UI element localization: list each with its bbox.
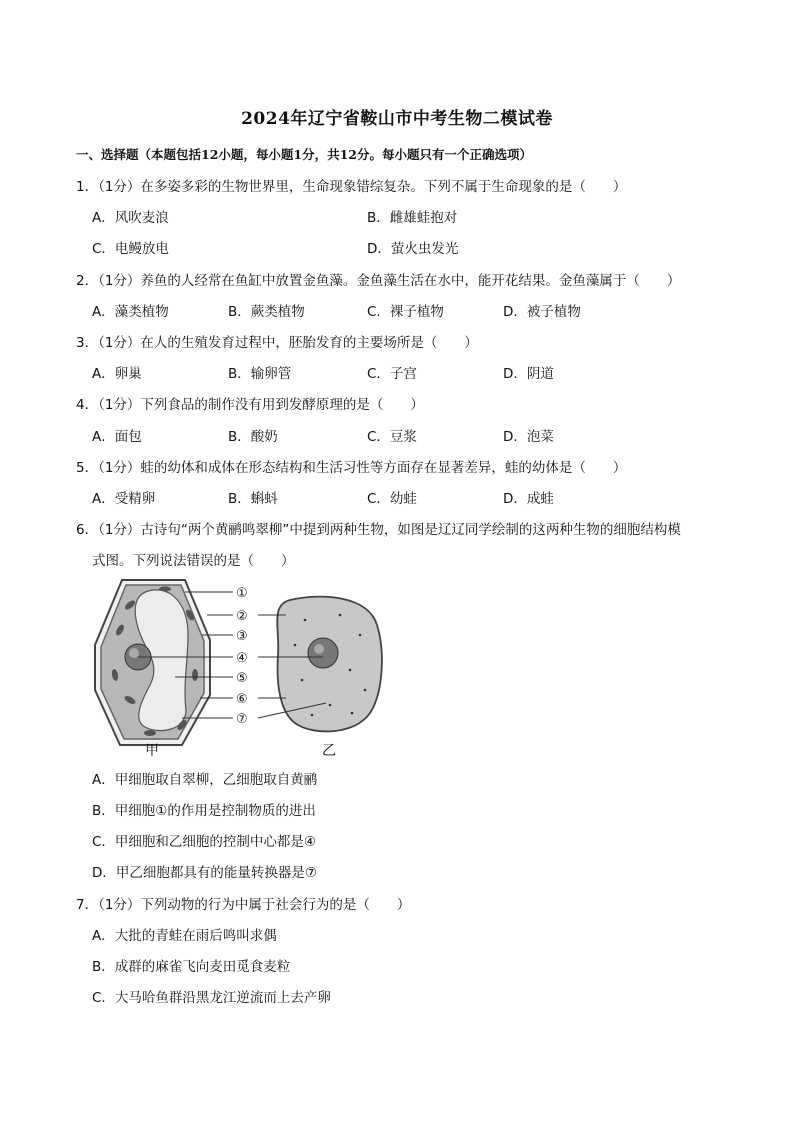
plant-cell [95, 580, 210, 745]
q2-option-b: B．蕨类植物 [228, 304, 305, 320]
page-title: 2024年辽宁省鞍山市中考生物二模试卷 [241, 109, 553, 129]
q7-option-c: C．大马哈鱼群沿黑龙江逆流而上去产卵 [92, 990, 331, 1006]
marker-4: ④ [236, 651, 248, 666]
label-yi: 乙 [322, 743, 336, 759]
q1-option-c: C．电鳗放电 [92, 241, 169, 257]
q3-option-c: C．子宫 [367, 366, 417, 382]
question-5-stem: 5．（1分）蛙的幼体和成体在形态结构和生活习性等方面存在显著差异，蛙的幼体是（ ） [76, 460, 627, 476]
q6-option-b: B．甲细胞①的作用是控制物质的进出 [92, 803, 316, 819]
q6-option-d: D．甲乙细胞都具有的能量转换器是⑦ [92, 865, 317, 881]
cell-structure-figure [90, 575, 390, 760]
q4-option-a: A．面包 [92, 429, 142, 445]
marker-5: ⑤ [236, 671, 248, 686]
q1-option-a: A．风吹麦浪 [92, 210, 169, 226]
q2-option-d: D．被子植物 [503, 304, 581, 320]
animal-cell [277, 597, 382, 732]
marker-2: ② [236, 609, 248, 624]
q4-option-b: B．酸奶 [228, 429, 278, 445]
q3-option-a: A．卵巢 [92, 366, 142, 382]
q5-option-c: C．幼蛙 [367, 491, 417, 507]
label-jia: 甲 [145, 743, 159, 759]
question-4-stem: 4．（1分）下列食品的制作没有用到发酵原理的是（ ） [76, 397, 424, 413]
q4-option-d: D．泡菜 [503, 429, 554, 445]
q7-option-a: A．大批的青蛙在雨后鸣叫求偶 [92, 928, 277, 944]
q2-option-c: C．裸子植物 [367, 304, 444, 320]
q5-option-d: D．成蛙 [503, 491, 554, 507]
question-2-stem: 2．（1分）养鱼的人经常在鱼缸中放置金鱼藻。金鱼藻生活在水中，能开花结果。金鱼藻属于（ ） [76, 273, 681, 289]
q5-option-a: A．受精卵 [92, 491, 156, 507]
marker-6: ⑥ [236, 692, 248, 707]
question-6-stem-line1: 6．（1分）古诗句“两个黄鹂鸣翠柳”中提到两种生物，如图是辽辽同学绘制的这两种生物的细胞结构模 [76, 522, 681, 538]
q6-option-c: C．甲细胞和乙细胞的控制中心都是④ [92, 834, 317, 850]
marker-7: ⑦ [236, 712, 248, 727]
q6-option-a: A．甲细胞取自翠柳，乙细胞取自黄鹂 [92, 772, 318, 788]
q2-option-a: A．藻类植物 [92, 304, 169, 320]
q7-option-b: B．成群的麻雀飞向麦田觅食麦粒 [92, 959, 291, 975]
q1-option-d: D．萤火虫发光 [367, 241, 459, 257]
question-7-stem: 7．（1分）下列动物的行为中属于社会行为的是（ ） [76, 897, 411, 913]
q3-option-d: D．阴道 [503, 366, 554, 382]
q5-option-b: B．蝌蚪 [228, 491, 278, 507]
marker-3: ③ [236, 629, 248, 644]
q1-option-b: B．雌雄蛙抱对 [367, 210, 458, 226]
cell-diagram [90, 575, 390, 760]
q3-option-b: B．输卵管 [228, 366, 292, 382]
question-3-stem: 3．（1分）在人的生殖发育过程中，胚胎发育的主要场所是（ ） [76, 335, 478, 351]
marker-1: ① [236, 586, 248, 601]
section-heading: 一、选择题（本题包括12小题，每小题1分，共12分。每小题只有一个正确选项） [76, 147, 532, 162]
question-6-stem-line2: 式图。下列说法错误的是（ ） [92, 553, 295, 569]
question-1-stem: 1．（1分）在多姿多彩的生物世界里，生命现象错综复杂。下列不属于生命现象的是（ ） [76, 179, 627, 195]
q4-option-c: C．豆浆 [367, 429, 417, 445]
